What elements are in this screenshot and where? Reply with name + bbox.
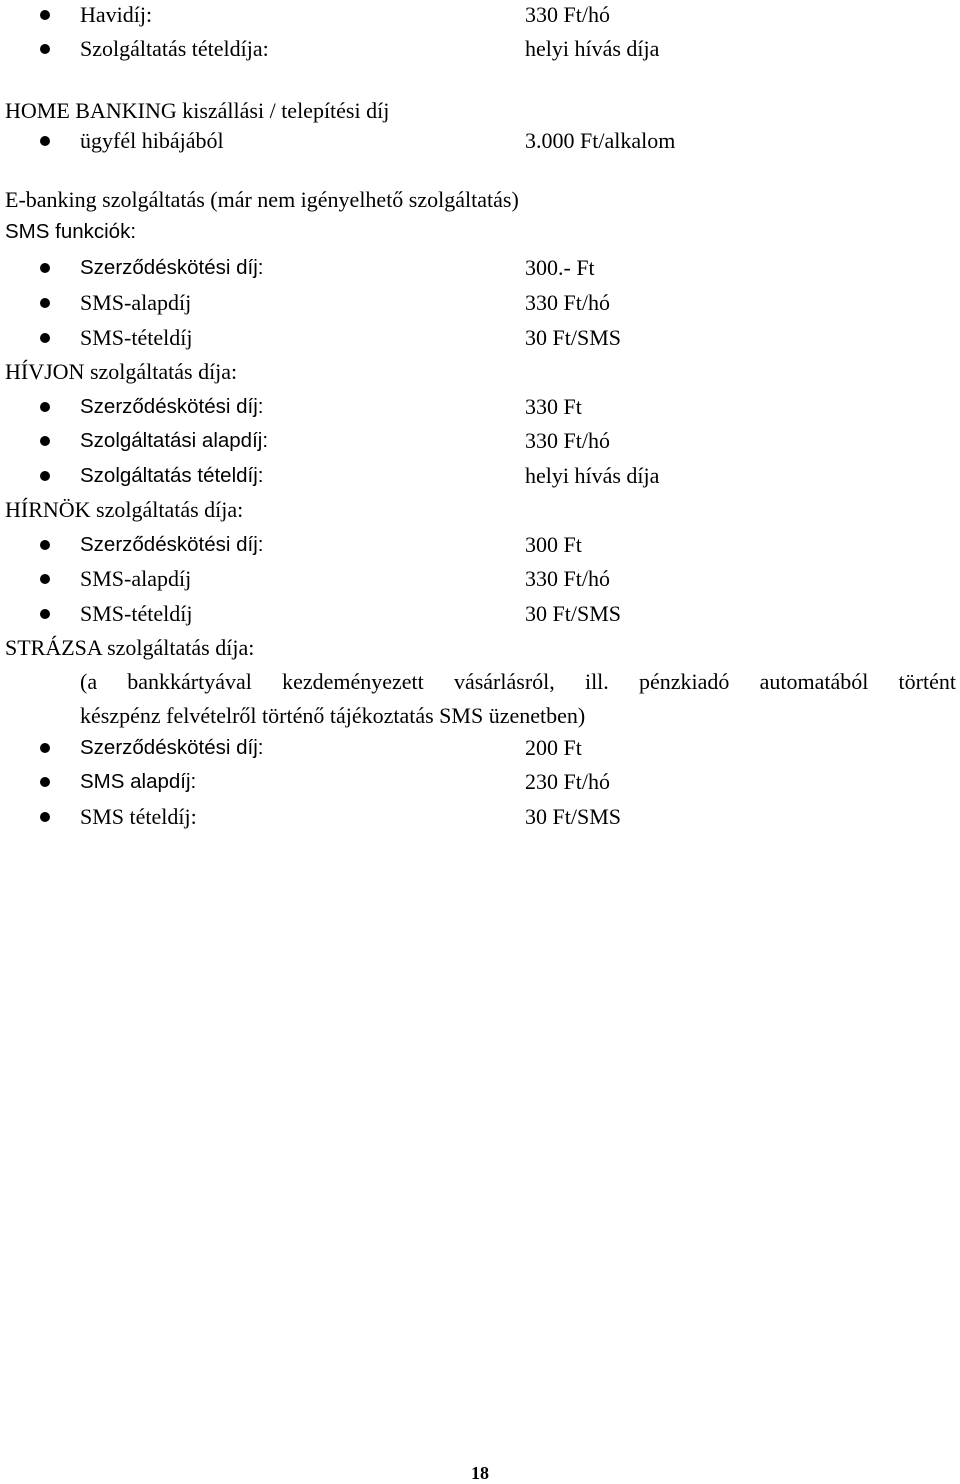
note-word: (a xyxy=(80,669,98,694)
bullet-icon xyxy=(40,609,50,619)
list-item xyxy=(0,461,960,491)
fee-value: 330 Ft/hó xyxy=(525,428,610,453)
list-item xyxy=(0,288,960,318)
fee-label: Szerződéskötési díj: xyxy=(80,395,264,418)
fee-value: 200 Ft xyxy=(525,735,582,760)
fee-value: 300 Ft xyxy=(525,532,582,557)
hivjon-heading: HÍVJON szolgáltatás díja: xyxy=(5,359,238,384)
fee-label: SMS alapdíj: xyxy=(80,770,197,793)
list-item xyxy=(0,392,960,422)
bullet-icon xyxy=(40,136,50,146)
fee-value: helyi hívás díja xyxy=(525,36,660,61)
fee-value: 30 Ft/SMS xyxy=(525,601,621,626)
section-heading xyxy=(0,96,960,126)
list-item xyxy=(0,0,960,30)
fee-label: ügyfél hibájából xyxy=(80,128,224,153)
bullet-icon xyxy=(40,471,50,481)
fee-label: Szolgáltatás tételdíj: xyxy=(80,464,264,487)
bullet-icon xyxy=(40,263,50,273)
section-heading xyxy=(0,185,960,215)
section-heading xyxy=(0,357,960,387)
list-item xyxy=(0,767,960,797)
fee-value: 330 Ft/hó xyxy=(525,290,610,315)
fee-label: Szolgáltatási alapdíj: xyxy=(80,429,269,452)
fee-value: 230 Ft/hó xyxy=(525,769,610,794)
bullet-icon xyxy=(40,540,50,550)
note-word: pénzkiadó xyxy=(638,669,730,694)
fee-value: 300.- Ft xyxy=(525,255,595,280)
note-word: automatából xyxy=(759,669,869,694)
fee-value: 3.000 Ft/alkalom xyxy=(525,128,676,153)
hirnok-heading: HÍRNÖK szolgáltatás díja: xyxy=(5,497,244,522)
strazsa-note xyxy=(80,665,956,733)
note-word: vásárlásról, xyxy=(453,669,555,694)
page-number: 18 xyxy=(471,1463,489,1483)
list-item xyxy=(0,126,960,156)
fee-label: SMS-alapdíj xyxy=(80,290,192,315)
bullet-icon xyxy=(40,333,50,343)
fee-label: SMS-tételdíj xyxy=(80,325,193,350)
section-heading xyxy=(0,495,960,525)
list-item xyxy=(0,426,960,456)
sms-funkciok-heading: SMS funkciók: xyxy=(5,220,137,243)
note-line: készpénz felvételről történő tájékoztatás SMS üzenetben) xyxy=(80,703,586,728)
fee-label: SMS-tételdíj xyxy=(80,601,193,626)
home-banking-heading: HOME BANKING kiszállási / telepítési díj xyxy=(5,98,390,123)
note-word: kezdeményezett xyxy=(282,669,424,694)
note-word: bankkártyával xyxy=(127,669,252,694)
section-heading xyxy=(0,633,960,663)
bullet-icon xyxy=(40,777,50,787)
bullet-icon xyxy=(40,402,50,412)
fee-label: Szerződéskötési díj: xyxy=(80,533,264,556)
list-item xyxy=(0,802,960,832)
fee-value: 30 Ft/SMS xyxy=(525,325,621,350)
list-item xyxy=(0,530,960,560)
bullet-icon xyxy=(40,574,50,584)
note-line xyxy=(80,665,956,699)
list-item xyxy=(0,733,960,763)
bullet-icon xyxy=(40,436,50,446)
bullet-icon xyxy=(40,10,50,20)
fee-label: Havidíj: xyxy=(80,2,153,27)
section-heading xyxy=(0,217,960,247)
list-item xyxy=(0,599,960,629)
fee-value: 330 Ft xyxy=(525,394,582,419)
bullet-icon xyxy=(40,743,50,753)
bullet-icon xyxy=(40,44,50,54)
note-word: ill. xyxy=(584,669,609,694)
list-item xyxy=(0,323,960,353)
fee-value: 30 Ft/SMS xyxy=(525,804,621,829)
fee-label: Szolgáltatás tételdíja: xyxy=(80,36,269,61)
fee-value: helyi hívás díja xyxy=(525,463,660,488)
list-item xyxy=(0,34,960,64)
fee-value: 330 Ft/hó xyxy=(525,566,610,591)
ebanking-heading: E-banking szolgáltatás (már nem igényelhető szolgáltatás) xyxy=(5,187,519,212)
bullet-icon xyxy=(40,812,50,822)
list-item xyxy=(0,253,960,283)
fee-label: Szerződéskötési díj: xyxy=(80,256,264,279)
fee-value: 330 Ft/hó xyxy=(525,2,610,27)
fee-label: SMS-alapdíj xyxy=(80,566,192,591)
bullet-icon xyxy=(40,298,50,308)
note-word: történt xyxy=(898,669,956,694)
strazsa-heading: STRÁZSA szolgáltatás díja: xyxy=(5,635,255,660)
fee-label: SMS tételdíj: xyxy=(80,804,197,829)
fee-label: Szerződéskötési díj: xyxy=(80,736,264,759)
list-item xyxy=(0,564,960,594)
